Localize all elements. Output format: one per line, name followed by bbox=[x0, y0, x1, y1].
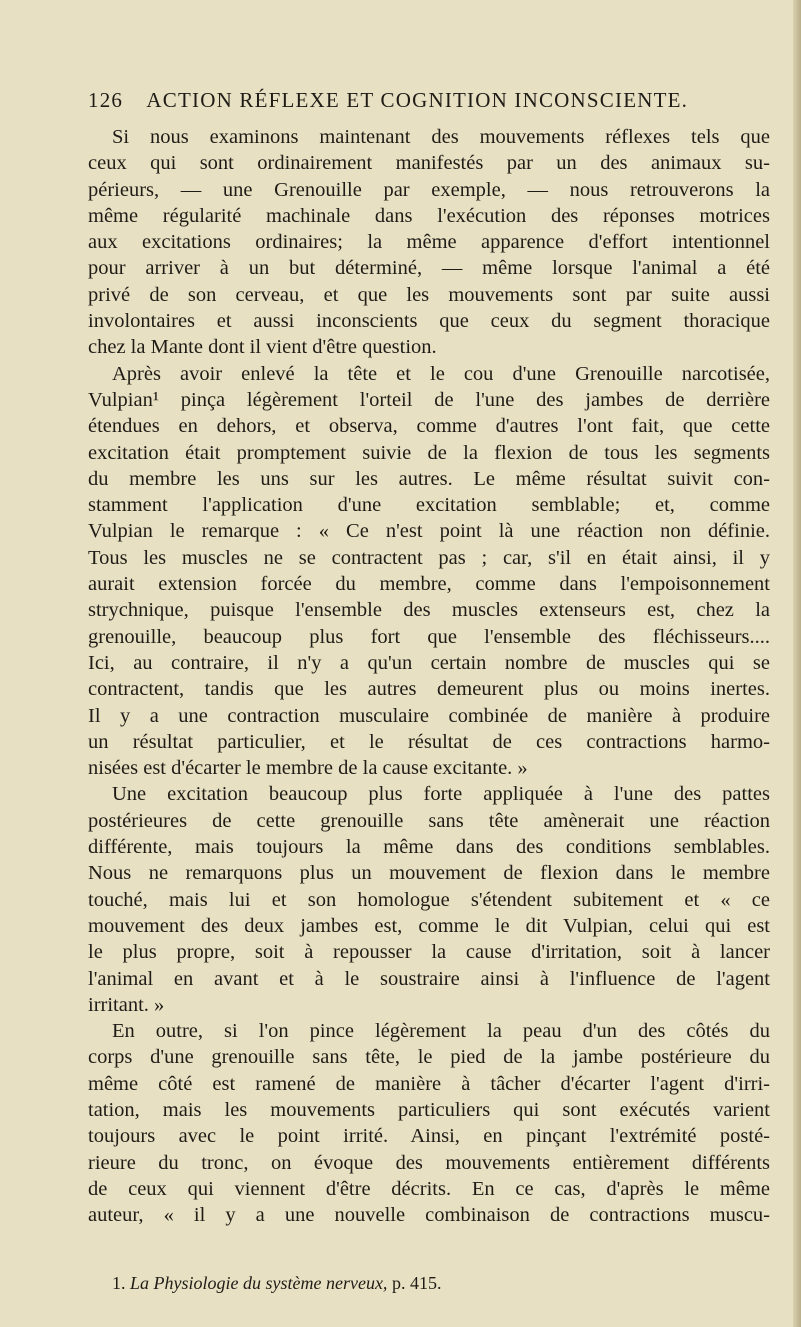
page-edge bbox=[793, 0, 801, 1327]
text-line: contractent, tandis que les autres demeurent plus ou moins inertes. bbox=[88, 678, 770, 701]
text-line: irritant. » bbox=[88, 993, 165, 1016]
text-line: de ceux qui viennent d'être décrits. En ce cas, d'après le même bbox=[88, 1177, 770, 1200]
text-line: ceux qui sont ordinairement manifestés par un des animaux su- bbox=[88, 152, 770, 175]
text-line: excitation était promptement suivie de la flexion de tous les segments bbox=[88, 441, 770, 464]
text-line: stamment l'application d'une excitation semblable; et, comme bbox=[88, 494, 770, 517]
text-line: Après avoir enlevé la tête et le cou d'une Grenouille narcotisée, bbox=[112, 362, 770, 385]
text-line: différente, mais toujours la même dans des conditions semblables. bbox=[88, 836, 770, 859]
text-line: En outre, si l'on pince légèrement la peau d'un des côtés du bbox=[112, 1020, 770, 1043]
text-line: Il y a une contraction musculaire combinée de manière à produire bbox=[88, 704, 770, 727]
text-line: même côté est ramené de manière à tâcher d'écarter l'agent d'irri- bbox=[88, 1072, 770, 1095]
text-line: nisées est d'écarter le membre de la cause excitante. » bbox=[88, 757, 528, 780]
text-line: périeurs, — une Grenouille par exemple, — nous retrouverons la bbox=[88, 178, 770, 201]
text-line: Vulpian le remarque : « Ce n'est point là une réaction non définie. bbox=[88, 520, 770, 543]
page-number: 126 bbox=[88, 88, 124, 112]
text-line: tation, mais les mouvements particuliers qui sont exécutés varient bbox=[88, 1098, 770, 1121]
text-line: mouvement des deux jambes est, comme le dit Vulpian, celui qui est bbox=[88, 914, 770, 937]
text-line: aux excitations ordinaires; la même apparence d'effort intentionnel bbox=[88, 231, 770, 254]
text-line: grenouille, beaucoup plus fort que l'ensemble des fléchisseurs.... bbox=[88, 625, 770, 648]
running-title: ACTION RÉFLEXE ET COGNITION INCONSCIENTE. bbox=[146, 88, 689, 112]
text-line: postérieures de cette grenouille sans tête amènerait une réaction bbox=[88, 809, 770, 832]
text-line: Vulpian¹ pinça légèrement l'orteil de l'une des jambes de derrière bbox=[88, 388, 770, 411]
text-line: involontaires et aussi inconscients que ceux du segment thoracique bbox=[88, 310, 770, 333]
text-line: même régularité machinale dans l'exécution des réponses motrices bbox=[88, 204, 770, 227]
text-line: du membre les uns sur les autres. Le même résultat suivit con- bbox=[88, 467, 770, 490]
footnote-ref: p. 415. bbox=[391, 1273, 442, 1293]
body-text bbox=[88, 124, 770, 1228]
text-line: touché, mais lui et son homologue s'étendent subitement et « ce bbox=[88, 888, 770, 911]
text-line: Si nous examinons maintenant des mouvements réflexes tels que bbox=[112, 126, 770, 148]
footnote bbox=[112, 1273, 441, 1294]
text-line: Tous les muscles ne se contractent pas ; car, s'il en était ainsi, il y bbox=[88, 546, 770, 569]
footnote-title: La Physiologie du système nerveux, bbox=[130, 1273, 388, 1293]
footnote-number: 1. bbox=[112, 1273, 126, 1293]
text-line: corps d'une grenouille sans tête, le pied de la jambe postérieure du bbox=[88, 1046, 770, 1069]
text-line: le plus propre, soit à repousser la cause d'irritation, soit à lancer bbox=[88, 941, 770, 964]
text-line: un résultat particulier, et le résultat de ces contractions harmo- bbox=[88, 730, 770, 753]
text-line: l'animal en avant et à le soustraire ainsi à l'influence de l'agent bbox=[88, 967, 770, 990]
text-line: chez la Mante dont il vient d'être question. bbox=[88, 336, 437, 359]
text-line: pour arriver à un but déterminé, — même lorsque l'animal a été bbox=[88, 257, 770, 280]
text-line: Nous ne remarquons plus un mouvement de flexion dans le membre bbox=[88, 862, 770, 885]
text-line: aurait extension forcée du membre, comme dans l'empoisonnement bbox=[88, 573, 770, 596]
text-line: Ici, au contraire, il n'y a qu'un certain nombre de muscles qui se bbox=[88, 651, 770, 674]
text-line: Une excitation beaucoup plus forte appliquée à l'une des pattes bbox=[112, 783, 770, 806]
text-line: privé de son cerveau, et que les mouvements sont par suite aussi bbox=[88, 283, 770, 306]
text-line: étendues en dehors, et observa, comme d'autres l'ont fait, que cette bbox=[88, 415, 770, 438]
text-line: rieure du tronc, on évoque des mouvements entièrement différents bbox=[88, 1151, 770, 1174]
text-line: toujours avec le point irrité. Ainsi, en pinçant l'extrémité posté- bbox=[88, 1125, 770, 1148]
running-header bbox=[88, 88, 778, 113]
text-line: strychnique, puisque l'ensemble des muscles extenseurs est, chez la bbox=[88, 599, 770, 622]
text-line: auteur, « il y a une nouvelle combinaison de contractions muscu- bbox=[88, 1204, 770, 1227]
